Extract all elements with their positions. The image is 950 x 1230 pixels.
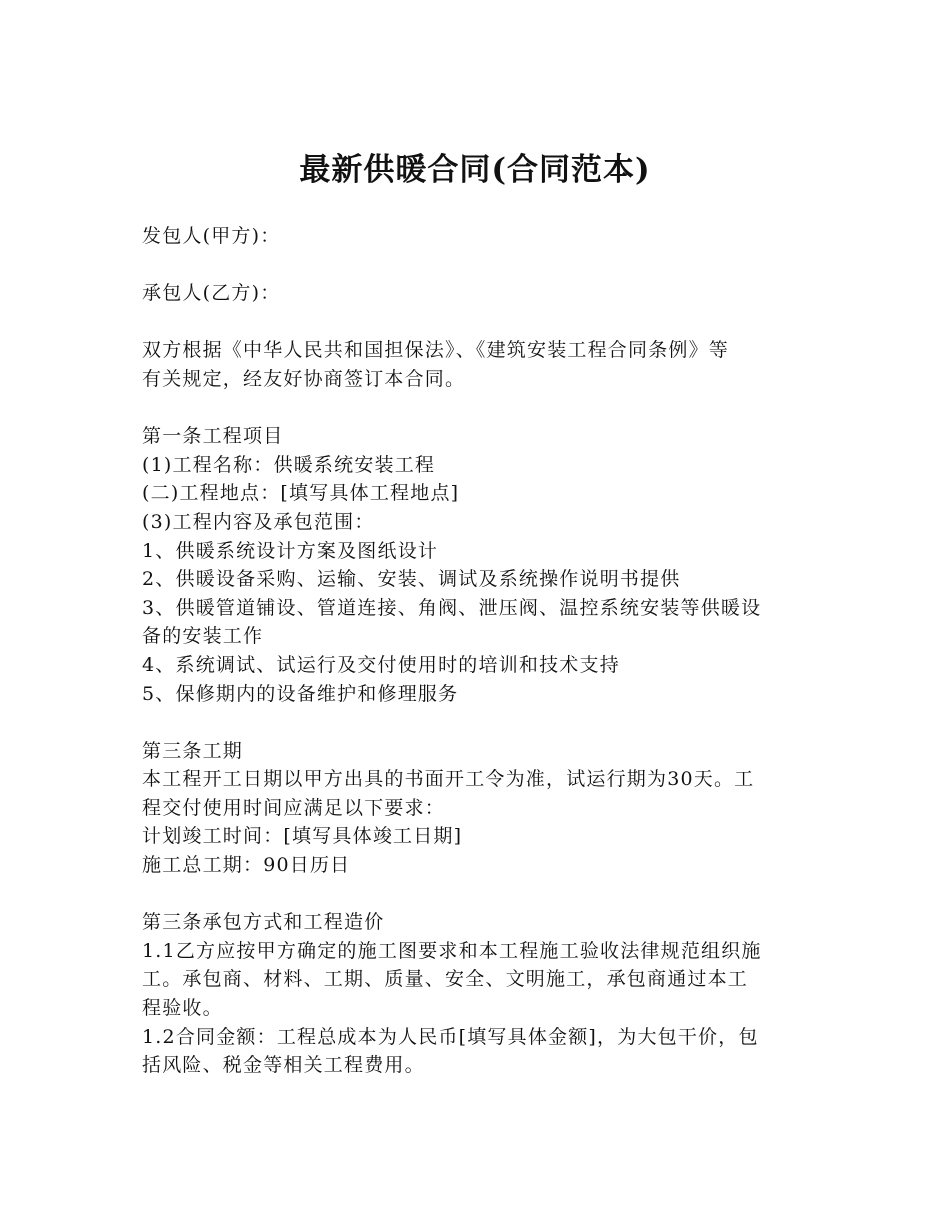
section-heading: 第一条工程项目 [142,425,284,448]
section-line: (1)工程名称：供暖系统安装工程 [142,453,436,476]
section-line: 4、系统调试、试运行及交付使用时的培训和技术支持 [142,653,620,676]
blank-line [142,394,812,423]
section-heading: 第三条工期 [142,739,244,762]
party-b-line: 承包人(乙方)： [142,282,281,305]
preamble-line: 有关规定，经友好协商签订本合同。 [142,367,466,390]
section-line: 2、供暖设备采购、运输、安装、调试及系统操作说明书提供 [142,568,681,591]
section-line: 计划竣工时间：[填写具体竣工日期] [142,825,463,848]
section-project [142,422,812,708]
section-line: (二)工程地点：[填写具体工程地点] [142,482,460,505]
blank-line [142,308,812,337]
section-line: 备的安装工作 [142,625,264,648]
section-line: 3、供暖管道铺设、管道连接、角阀、泄压阀、温控系统安装等供暖设 [142,596,762,619]
document-body [142,222,812,1080]
section-line: 括风险、税金等相关工程费用。 [142,1054,425,1077]
section-line: 本工程开工日期以甲方出具的书面开工令为准，试运行期为30天。工 [142,768,755,791]
preamble-line: 双方根据《中华人民共和国担保法》、《建筑安装工程合同条例》等 [142,339,730,362]
blank-line [142,708,812,737]
party-a-line: 发包人(甲方)： [142,225,281,247]
preamble-paragraph [142,336,812,393]
section-line: (3)工程内容及承包范围： [142,510,375,533]
section-schedule [142,737,812,880]
section-heading: 第三条承包方式和工程造价 [142,911,385,934]
section-line: 1.1乙方应按甲方确定的施工图要求和本工程施工验收法律规范组织施 [142,939,762,962]
section-line: 程交付使用时间应满足以下要求： [142,796,446,819]
section-line: 1、供暖系统设计方案及图纸设计 [142,539,439,562]
section-line: 施工总工期：90日历日 [142,854,351,877]
section-line: 1.2合同金额：工程总成本为人民币[填写具体金额]，为大包干价，包 [142,1025,759,1048]
section-line: 工。承包商、材料、工期、质量、安全、文明施工，承包商通过本工 [142,968,749,991]
section-line: 5、保修期内的设备维护和修理服务 [142,682,459,705]
section-line: 程验收。 [142,997,223,1020]
blank-line [142,251,812,280]
document-title: 最新供暖合同(合同范本) [299,152,651,188]
blank-line [142,880,812,909]
section-contract-method [142,908,812,1080]
